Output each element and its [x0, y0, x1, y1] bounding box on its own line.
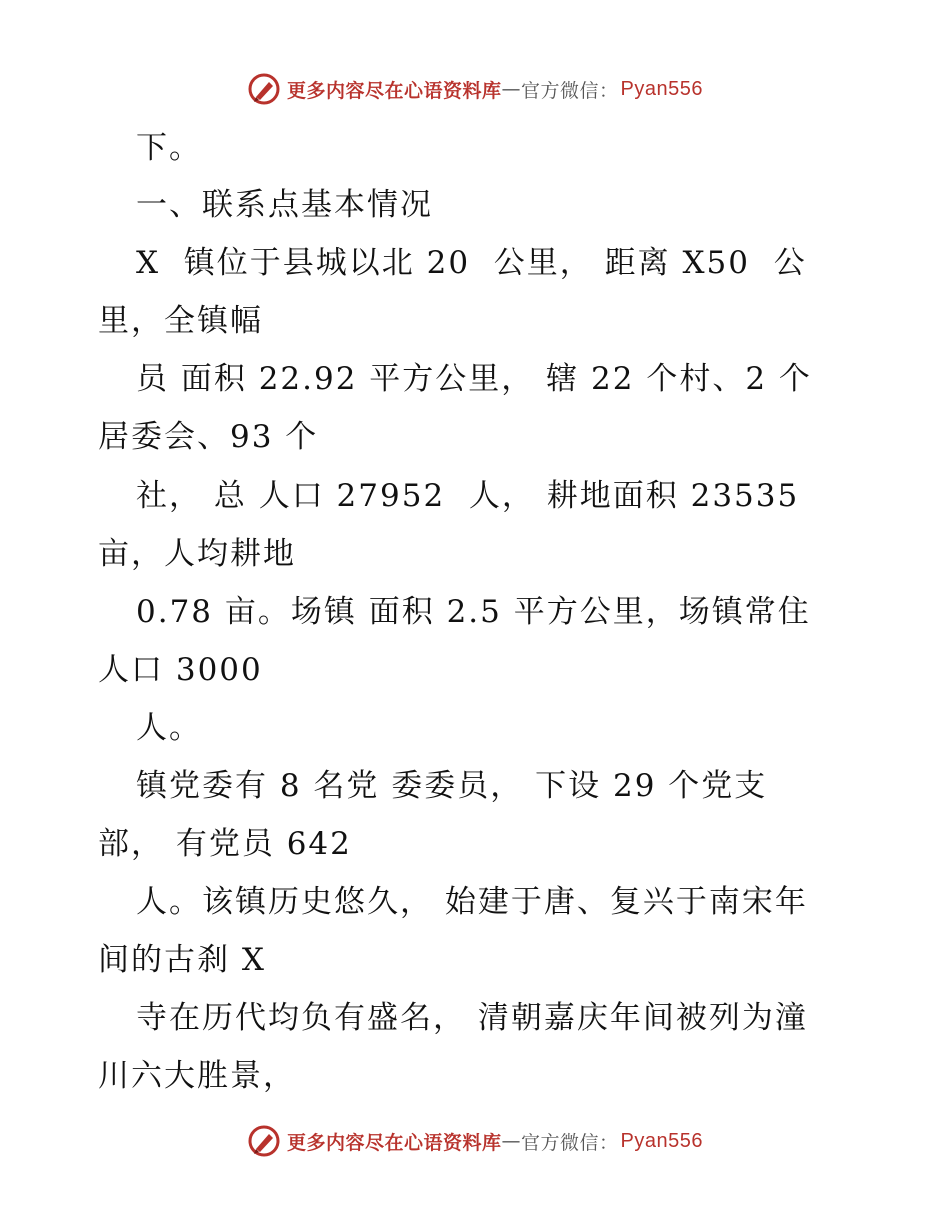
banner-wechat-label: 官方微信： — [521, 1131, 619, 1154]
body-line: 社， 总 人口 27952 人， 耕地面积 23535 — [136, 478, 800, 514]
pen-logo-icon — [247, 72, 281, 106]
body-line: X 镇位于县城以北 20 公里， 距离 X50 公 — [136, 245, 807, 281]
banner-separator: — — [501, 78, 522, 100]
body-line: 亩，人均耕地 — [98, 536, 296, 572]
body-line: 寺在历代均负有盛名， 清朝嘉庆年间被列为潼 — [136, 1000, 808, 1036]
body-line: 居委会、93 个 — [98, 419, 319, 455]
footer-banner — [0, 1124, 950, 1158]
body-line: 镇党委有 8 名党 委委员， 下设 29 个党支 — [136, 768, 768, 804]
pen-logo-icon — [247, 1124, 281, 1158]
banner-wechat-id: Pyan556 — [620, 77, 703, 100]
body-line: 川六大胜景， — [98, 1058, 296, 1094]
body-line: 里，全镇幅 — [98, 303, 263, 339]
body-line: 部， 有党员 642 — [98, 826, 352, 862]
body-line: 人口 3000 — [98, 652, 263, 688]
banner-separator: — — [501, 1130, 522, 1152]
banner-slogan: 更多内容尽在心语资料库 — [287, 1131, 502, 1154]
header-banner — [0, 72, 950, 106]
body-line: 间的古刹 X — [98, 942, 266, 978]
body-line: 人。该镇历史悠久， 始建于唐、复兴于南宋年 — [136, 884, 808, 920]
banner-wechat-label: 官方微信： — [521, 79, 619, 102]
section-heading: 一、联系点基本情况 — [136, 187, 433, 223]
body-line: 员 面积 22.92 平方公里， 辖 22 个村、2 个 — [136, 361, 812, 397]
body-line: 0.78 亩。场镇 面积 2.5 平方公里，场镇常住 — [136, 594, 811, 630]
banner-wechat-id: Pyan556 — [620, 1129, 703, 1152]
banner-slogan: 更多内容尽在心语资料库 — [287, 79, 502, 102]
body-line: 人。 — [136, 710, 202, 746]
body-line: 下。 — [136, 130, 202, 166]
